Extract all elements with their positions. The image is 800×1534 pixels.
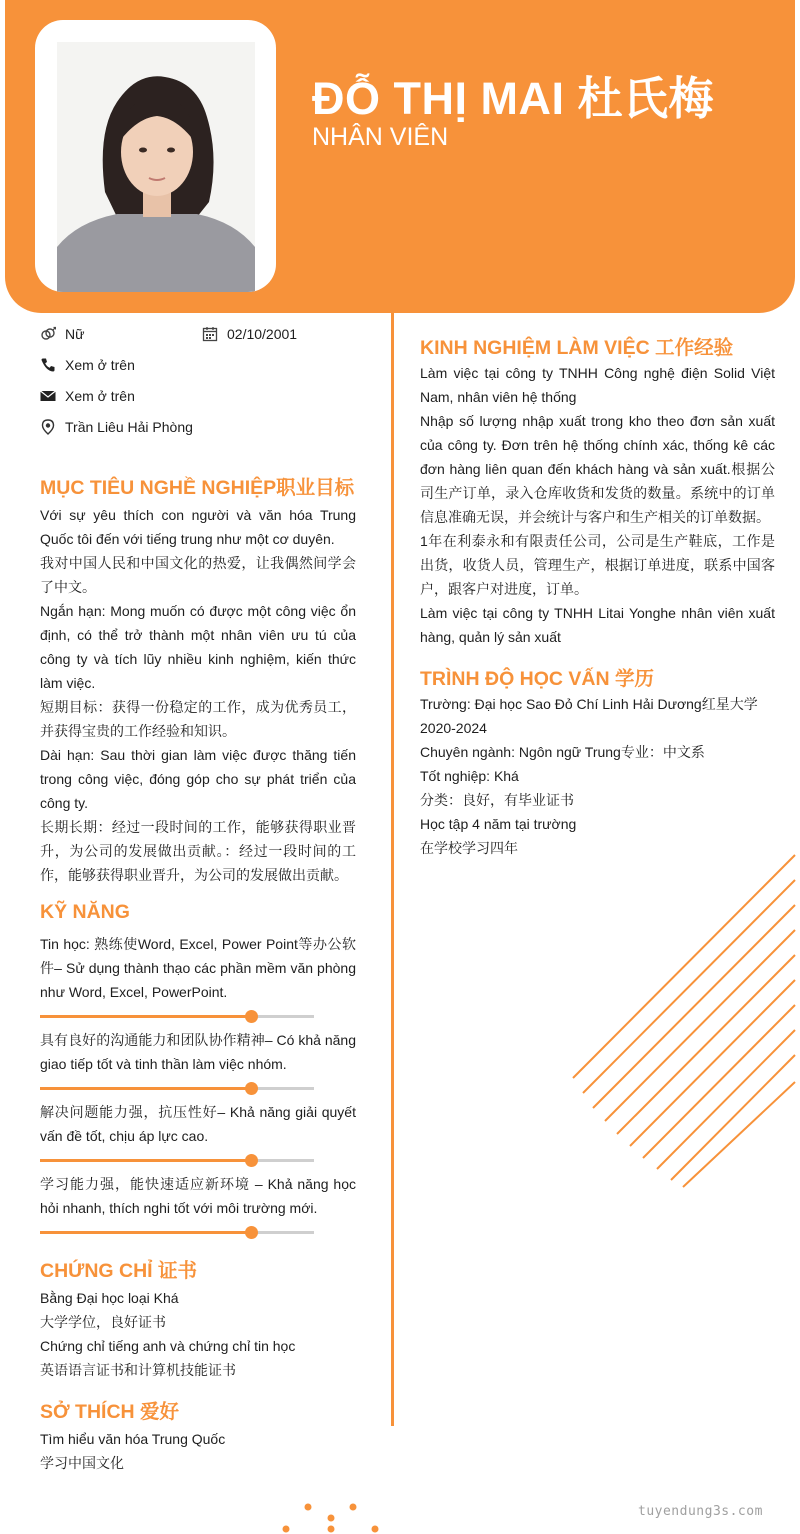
list-item: Trường: Đại học Sao Đỏ Chí Linh Hải Dương红星大学 bbox=[420, 696, 758, 712]
skill-item bbox=[40, 1028, 356, 1090]
certificates-list bbox=[40, 1286, 295, 1382]
list-item: 2020-2024 bbox=[420, 720, 487, 736]
skill-item bbox=[40, 932, 356, 1018]
email-value: Xem ở trên bbox=[65, 388, 135, 404]
list-item: 学习中国文化 bbox=[40, 1455, 124, 1471]
education-title: TRÌNH ĐỘ HỌC VẤN 学历 bbox=[420, 668, 655, 690]
contact-email bbox=[40, 388, 135, 404]
objective-paragraph: Dài hạn: Sau thời gian làm việc được thăng tiến trong công việc, đóng góp cho sự phát triển của công ty. bbox=[40, 747, 356, 811]
skill-level-bar bbox=[40, 1159, 314, 1162]
list-item: Tìm hiểu văn hóa Trung Quốc bbox=[40, 1431, 226, 1447]
objective-paragraph: 长期长期：经过一段时间的工作，能够获得职业晋升，为公司的发展做出贡献。：经过一段时间的工作，能够获得职业晋升，为公司的发展做出贡献。 bbox=[40, 819, 356, 883]
gender-value: Nữ bbox=[65, 326, 85, 342]
list-item: 在学校学习四年 bbox=[420, 840, 518, 856]
experience-content bbox=[420, 361, 775, 649]
education-list bbox=[420, 692, 758, 860]
skill-level-bar bbox=[40, 1231, 314, 1234]
contact-address bbox=[40, 419, 193, 435]
envelope-icon bbox=[40, 388, 56, 404]
skill-level-bar bbox=[40, 1015, 314, 1018]
experience-title: KINH NGHIỆM LÀM VIỆC 工作经验 bbox=[420, 337, 734, 359]
location-pin-icon bbox=[40, 419, 56, 435]
skill-level-bar bbox=[40, 1087, 314, 1090]
contact-phone bbox=[40, 357, 135, 373]
candidate-name: ĐỖ THỊ MAI 杜氏梅 bbox=[312, 73, 714, 124]
skill-text: 学习能力强，能快速适应新环境 – Khả năng học hỏi nhanh, thích nghi tốt với môi trường mới. bbox=[40, 1176, 356, 1216]
experience-paragraph: Nhập số lượng nhập xuất trong kho theo đơn sản xuất của công ty. Đơn trên hệ thống chính xác, thống kê các đơn hàng liên quan đến khách hàng và sản xuất.根据公司生产订单，录入仓库收货和发货的数量。系统中的订单信息准确无误，并会统计与客户和生产相关的订单数据。 bbox=[420, 413, 775, 525]
objective-content bbox=[40, 503, 356, 887]
experience-paragraph: 1年在利泰永和有限责任公司，公司是生产鞋底，工作是出货，收货人员，管理生产，根据订单进度，联系中国客户，跟客户对进度，订单。 bbox=[420, 533, 775, 597]
profile-photo-image bbox=[57, 42, 255, 292]
skill-text: 解决问题能力强，抗压性好– Khả năng giải quyết vấn đề tốt, chịu áp lực cao. bbox=[40, 1104, 356, 1144]
phone-value: Xem ở trên bbox=[65, 357, 135, 373]
list-item: 英语语言证书和计算机技能证书 bbox=[40, 1362, 236, 1378]
skill-item bbox=[40, 1100, 356, 1162]
certificates-title: CHỨNG CHỈ 证书 bbox=[40, 1260, 198, 1282]
objective-title: MỤC TIÊU NGHỀ NGHIỆP职业目标 bbox=[40, 477, 355, 499]
calendar-icon bbox=[202, 326, 218, 342]
experience-paragraph: Làm việc tại công ty TNHH Litai Yonghe nhân viên xuất hàng, quản lý sản xuất bbox=[420, 605, 775, 645]
list-item: 大学学位，良好证书 bbox=[40, 1314, 166, 1330]
gender-icon bbox=[40, 326, 56, 342]
hobbies-title: SỞ THÍCH 爱好 bbox=[40, 1401, 180, 1423]
objective-paragraph: 短期目标：获得一份稳定的工作，成为优秀员工，并获得宝贵的工作经验和知识。 bbox=[40, 699, 356, 739]
contact-gender bbox=[40, 326, 84, 342]
list-item: Học tập 4 năm tại trường bbox=[420, 816, 577, 832]
birthday-value: 02/10/2001 bbox=[227, 326, 298, 342]
skills-title: KỸ NĂNG bbox=[40, 901, 130, 923]
list-item: Chứng chỉ tiếng anh và chứng chỉ tin học bbox=[40, 1338, 296, 1354]
column-divider bbox=[391, 313, 394, 1426]
list-item: 分类：良好，有毕业证书 bbox=[420, 792, 574, 808]
watermark: tuyendung3s.com bbox=[638, 1504, 763, 1519]
skill-item bbox=[40, 1172, 356, 1234]
profile-photo bbox=[35, 20, 276, 292]
skill-text: 具有良好的沟通能力和团队协作精神– Có khả năng giao tiếp tốt và tinh thần làm việc nhóm. bbox=[40, 1032, 356, 1072]
hobbies-list bbox=[40, 1427, 225, 1475]
objective-paragraph: Với sự yêu thích con người và văn hóa Trung Quốc tôi đến với tiếng trung như một cơ duyên. bbox=[40, 507, 356, 547]
phone-icon bbox=[40, 357, 56, 373]
address-value: Trần Liêu Hải Phòng bbox=[65, 419, 193, 435]
decorative-stripes bbox=[565, 850, 800, 1190]
experience-paragraph: Làm việc tại công ty TNHH Công nghệ điện Solid Việt Nam, nhân viên hệ thống bbox=[420, 365, 775, 405]
list-item: Tốt nghiệp: Khá bbox=[420, 768, 519, 784]
objective-paragraph: Ngắn hạn: Mong muốn có được một công việc ổn định, có thể trở thành một nhân viên ưu tú của công ty và tích lũy nhiều kinh nghiệm, kiến thức làm việc. bbox=[40, 603, 356, 691]
skill-text: Tin học: 熟练使Word, Excel, Power Point等办公软件– Sử dụng thành thạo các phần mềm văn phòng như Word, Excel, PowerPoint. bbox=[40, 936, 356, 1000]
objective-paragraph: 我对中国人民和中国文化的热爱，让我偶然间学会了中文。 bbox=[40, 555, 356, 595]
list-item: Chuyên ngành: Ngôn ngữ Trung专业：中文系 bbox=[420, 744, 705, 760]
candidate-role: NHÂN VIÊN bbox=[312, 123, 449, 151]
contact-birthday bbox=[202, 326, 297, 342]
decorative-dots bbox=[278, 1498, 388, 1534]
list-item: Bằng Đại học loại Khá bbox=[40, 1290, 179, 1306]
